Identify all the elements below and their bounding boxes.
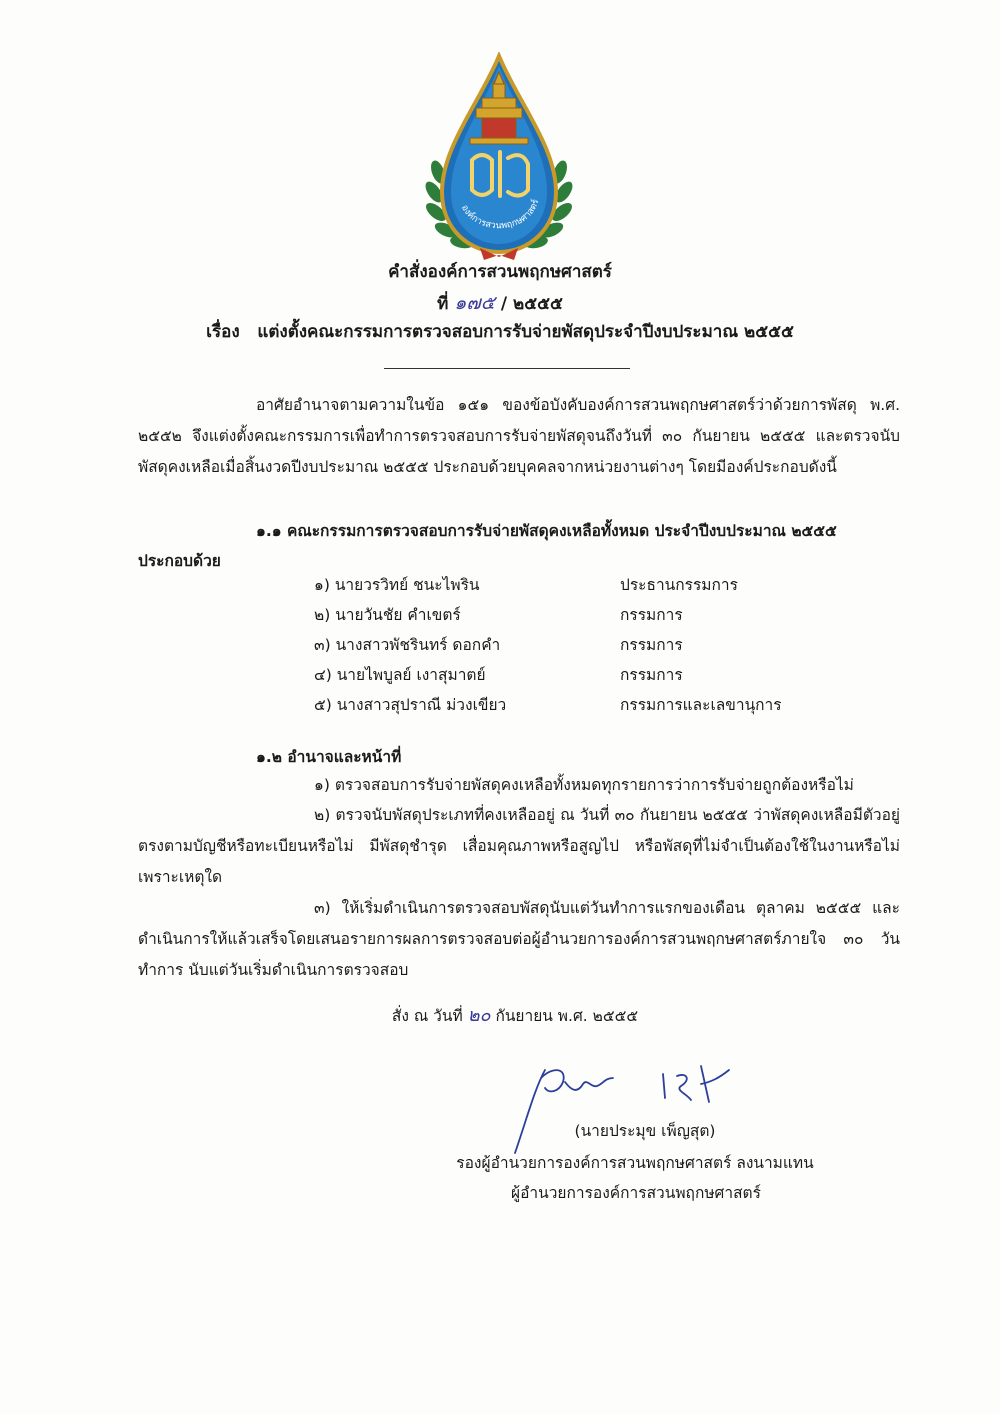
member-role: กรรมการ: [620, 606, 683, 624]
list-item: [314, 630, 874, 660]
member-role: กรรมการ: [620, 666, 683, 684]
order-prefix: สั่ง ณ วันที่: [391, 1007, 463, 1025]
section-1-consist: ประกอบด้วย: [138, 552, 221, 570]
list-item: [314, 600, 874, 630]
subject-label: เรื่อง: [206, 322, 240, 342]
signer-name: (นายประมุข เพ็ญสุต): [574, 1122, 716, 1140]
signer-position-2: ผู้อำนวยการองค์การสวนพฤกษศาสตร์: [511, 1184, 761, 1202]
member-role: กรรมการ: [620, 636, 683, 654]
intro-paragraph: อาศัยอำนาจตามความในข้อ ๑๕๑ ของข้อบังคับองค์การสวนพฤกษศาสตร์ว่าด้วยการพัสดุ พ.ศ. ๒๕๕๒ จึงแต่งตั้งคณะกรรมการเพื่อทำการตรวจสอบการรับจ่ายพัสดุจนถึงวันที่ ๓๐ กันยายน ๒๕๕๕ และตรวจนับพัสดุคงเหลือเมื่อสิ้นงวดปีงบประมาณ ๒๕๕๕ ประกอบด้วยบุคคลจากหน่วยงานต่างๆ โดยมีองค์ประกอบดังนี้: [138, 396, 900, 476]
member-name: ๔) นายไพบูลย์ เงาสุมาตย์: [314, 666, 486, 684]
document-title: คำสั่งองค์การสวนพฤกษศาสตร์: [388, 262, 612, 282]
handwritten-number: ๑๗๕: [454, 292, 495, 314]
list-item: [314, 660, 874, 690]
subject-text: แต่งตั้งคณะกรรมการตรวจสอบการรับจ่ายพัสดุประจำปีงบประมาณ ๒๕๕๕: [257, 322, 794, 342]
duty-item: ๑) ตรวจสอบการรับจ่ายพัสดุคงเหลือทั้งหมดทุกรายการว่าการรับจ่ายถูกต้องหรือไม่: [314, 776, 854, 794]
subject-line: [0, 318, 1000, 345]
list-item: [314, 690, 874, 720]
order-date-line: [0, 1000, 1000, 1029]
signer-position: รองผู้อำนวยการองค์การสวนพฤกษศาสตร์ ลงนามแทน: [456, 1154, 814, 1172]
order-suffix: กันยายน พ.ศ. ๒๕๕๕: [495, 1007, 639, 1025]
order-number: [0, 288, 1000, 318]
duty-item: ๓) ให้เริ่มดำเนินการตรวจสอบพัสดุนับแต่วันทำการแรกของเดือน ตุลาคม ๒๕๕๕ และดำเนินการให้แล้วเสร็จโดยเสนอรายการผลการตรวจสอบต่อผู้อำนวยการองค์การสวนพฤกษศาสตร์ภายใจ ๓๐ วันทำการ นับแต่วันเริ่มดำเนินการตรวจสอบ: [138, 899, 900, 979]
handwritten-day: ๒๐: [467, 1005, 491, 1026]
duty-item: ๒) ตรวจนับพัสดุประเภทที่คงเหลืออยู่ ณ วันที่ ๓๐ กันยายน ๒๕๕๕ ว่าพัสดุคงเหลือมีตัวอยู่ตรงตามบัญชีหรือทะเบียนหรือไม่ มีพัสดุชำรุด เสื่อมคุณภาพหรือสูญไป หรือพัสดุที่ไม่จำเป็นต้องใช้ในงานหรือไม่ เพราะเหตุใด: [138, 806, 900, 886]
member-role: กรรมการและเลขานุการ: [620, 696, 782, 714]
list-item: [314, 570, 874, 600]
member-name: ๕) นางสาวสุปราณี ม่วงเขียว: [314, 696, 507, 714]
number-prefix: ที่: [437, 294, 449, 314]
number-suffix: / ๒๕๕๕: [500, 294, 563, 314]
member-name: ๓) นางสาวพัชรินทร์ ดอกคำ: [314, 636, 501, 654]
member-role: ประธานกรรมการ: [620, 576, 738, 594]
section-1-heading: ๑.๑ คณะกรรมการตรวจสอบการรับจ่ายพัสดุคงเหลือทั้งหมด ประจำปีงบประมาณ ๒๕๕๕: [256, 522, 837, 540]
member-name: ๒) นายวันชัย คำเขตร์: [314, 606, 461, 624]
member-name: ๑) นายวรวิทย์ ชนะไพริน: [314, 576, 480, 594]
divider: [384, 368, 630, 369]
member-list: [314, 570, 874, 720]
svg-text:องค์การสวนพฤกษศาสตร์: องค์การสวนพฤกษศาสตร์: [459, 198, 542, 232]
section-2-heading: ๑.๒ อำนาจและหน้าที่: [256, 748, 402, 766]
drop-emblem-icon: [420, 52, 578, 262]
